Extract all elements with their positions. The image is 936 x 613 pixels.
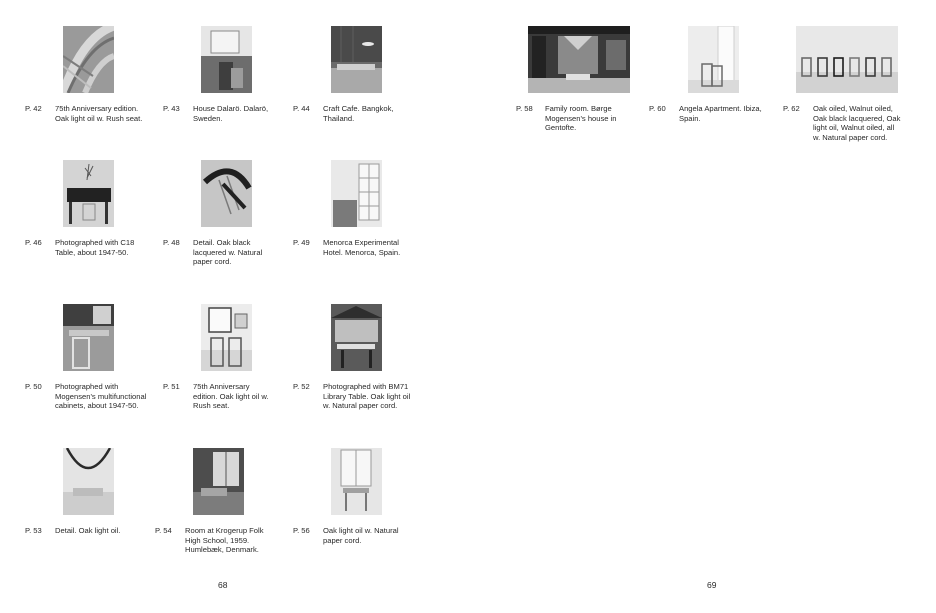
caption-line: light oil, Walnut oiled, all xyxy=(813,123,895,133)
caption-line: Photographed with C18 xyxy=(55,238,135,247)
caption-line: Detail. Oak light oil. xyxy=(55,526,121,535)
caption-line: Photographed with BM71 xyxy=(323,382,409,391)
page-number: P. 51 xyxy=(163,382,180,391)
caption-line: Library Table. Oak light oil xyxy=(323,391,411,401)
caption xyxy=(193,382,269,411)
caption-line: Thailand. xyxy=(323,113,355,123)
photo-family-room xyxy=(528,26,630,93)
page-number: P. 46 xyxy=(25,238,42,247)
caption-line: Oak light oil w. Natural xyxy=(323,526,399,535)
page-number: P. 43 xyxy=(163,104,180,113)
caption xyxy=(193,104,268,123)
caption-line: cabinets, about 1947-50. xyxy=(55,401,139,411)
photo-chair-lineup xyxy=(796,26,898,93)
caption-line: Angela Apartment. Ibiza, xyxy=(679,104,762,113)
caption-line: Oak light oil w. Rush seat. xyxy=(55,113,143,123)
photo-menorca-hotel xyxy=(331,160,382,227)
caption xyxy=(193,238,262,267)
caption xyxy=(55,382,146,411)
caption-line: Rush seat. xyxy=(193,401,230,411)
page-number: P. 56 xyxy=(293,526,310,535)
caption xyxy=(55,238,134,257)
caption xyxy=(323,104,394,123)
page-number: P. 58 xyxy=(516,104,533,113)
caption-line: Oak oiled, Walnut oiled, xyxy=(813,104,893,113)
photo-c18-table xyxy=(63,160,114,227)
caption-line: Spain. xyxy=(679,113,701,123)
caption-line: Sweden. xyxy=(193,113,223,123)
caption xyxy=(323,382,410,411)
caption-line: paper cord. xyxy=(193,257,232,267)
page-number: P. 50 xyxy=(25,382,42,391)
caption-line: High School, 1959. xyxy=(185,535,250,545)
caption xyxy=(813,104,900,142)
page-number: P. 49 xyxy=(293,238,310,247)
photo-oak-detail xyxy=(63,448,114,515)
caption xyxy=(185,526,264,555)
caption-line: House Dalarö. Dalarö, xyxy=(193,104,269,113)
caption-line: edition. Oak light oil w. xyxy=(193,391,269,401)
caption-line: Photographed with xyxy=(55,382,119,391)
folio-left: 68 xyxy=(218,580,228,590)
photo-black-lacquered-detail xyxy=(201,160,252,227)
page-number: P. 48 xyxy=(163,238,180,247)
photo-rush-seat-closeup xyxy=(63,26,114,93)
caption xyxy=(323,238,400,257)
caption xyxy=(545,104,617,133)
caption-line: w. Natural paper cord. xyxy=(323,401,398,411)
caption-line: Craft Cafe. Bangkok, xyxy=(323,104,394,113)
caption-line: Table, about 1947-50. xyxy=(55,247,129,257)
photo-krogerup-room xyxy=(193,448,244,515)
page-number: P. 52 xyxy=(293,382,310,391)
caption-line: 75th Anniversary edition. xyxy=(55,104,139,113)
photo-natural-paper-cord xyxy=(331,448,382,515)
caption-line: Gentofte. xyxy=(545,123,577,133)
caption xyxy=(679,104,762,123)
folio-right: 69 xyxy=(707,580,717,590)
photo-house-dalaro xyxy=(201,26,252,93)
caption-line: Humlebæk, Denmark. xyxy=(185,545,259,555)
caption-line: Detail. Oak black xyxy=(193,238,251,247)
caption-line: paper cord. xyxy=(323,535,362,545)
caption-line: Menorca Experimental xyxy=(323,238,399,247)
photo-anniversary-chairs xyxy=(201,304,252,371)
caption-line: Oak black lacquered, Oak xyxy=(813,113,901,123)
caption xyxy=(55,526,120,536)
caption-line: 75th Anniversary xyxy=(193,382,250,391)
caption-line: Family room. Børge xyxy=(545,104,612,113)
photo-multifunctional-cabinets xyxy=(63,304,114,371)
page-number: P. 62 xyxy=(783,104,800,113)
caption-line: lacquered w. Natural xyxy=(193,247,263,257)
photo-bm71-library xyxy=(331,304,382,371)
page-number: P. 54 xyxy=(155,526,172,535)
caption-line: Room at Krogerup Folk xyxy=(185,526,264,535)
photo-angela-apartment xyxy=(688,26,739,93)
page-number: P. 42 xyxy=(25,104,42,113)
caption xyxy=(323,526,399,545)
page-number: P. 60 xyxy=(649,104,666,113)
page-number: P. 53 xyxy=(25,526,42,535)
caption-line: Mogensen's multifunctional xyxy=(55,391,147,401)
page-number: P. 44 xyxy=(293,104,310,113)
caption xyxy=(55,104,142,123)
photo-craft-cafe xyxy=(331,26,382,93)
caption-line: w. Natural paper cord. xyxy=(813,132,888,142)
caption-line: Hotel. Menorca, Spain. xyxy=(323,247,401,257)
caption-line: Mogensen's house in xyxy=(545,113,617,123)
